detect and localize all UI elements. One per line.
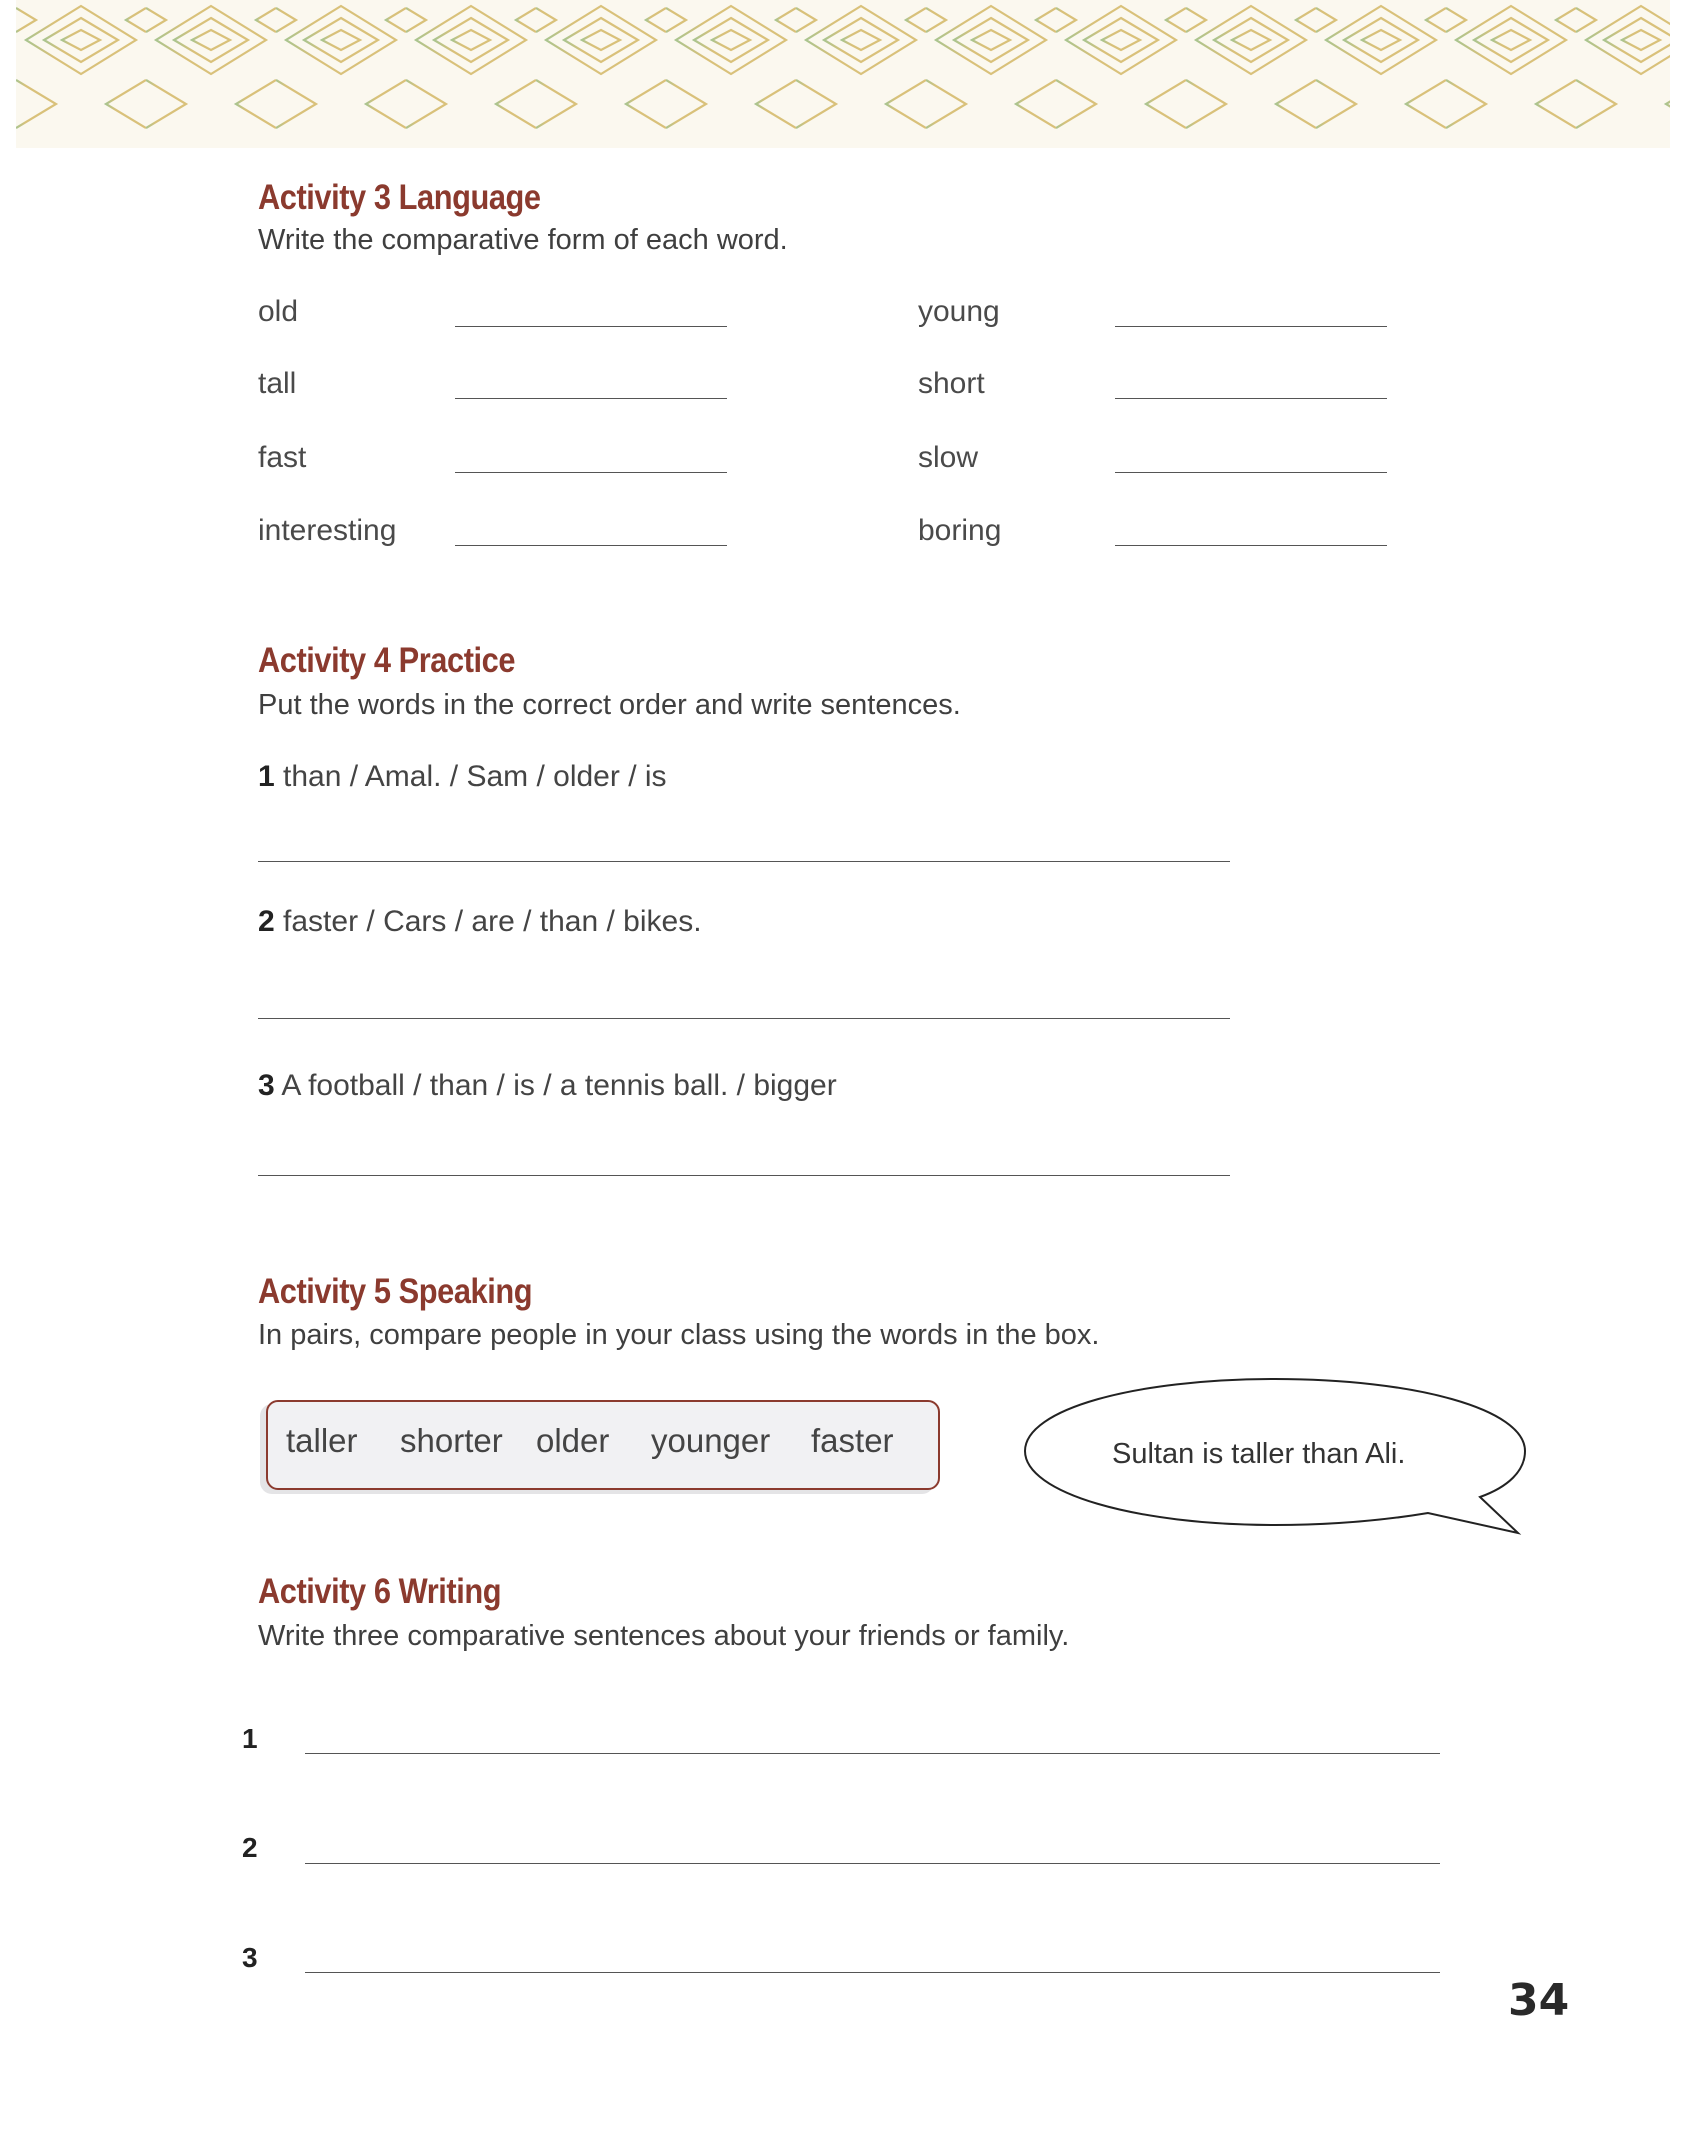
sentence-number: 1: [242, 1723, 258, 1754]
activity-5-instruction: In pairs, compare people in your class using the words in the box.: [258, 1319, 1100, 1351]
activity-3-instruction: Write the comparative form of each word.: [258, 224, 788, 256]
item-number: 1: [258, 760, 275, 793]
item-number: 2: [258, 905, 275, 938]
page-number: 34: [1508, 1975, 1570, 2026]
answer-line[interactable]: [455, 472, 727, 473]
answer-line[interactable]: [305, 1863, 1440, 1864]
word-old: old: [258, 295, 299, 328]
sentence-number: 3: [242, 1942, 258, 1973]
answer-line[interactable]: [455, 545, 727, 546]
answer-line[interactable]: [455, 398, 727, 399]
answer-line[interactable]: [305, 1972, 1440, 1973]
item-text: than / Amal. / Sam / older / is: [283, 760, 667, 793]
box-word: faster: [811, 1422, 894, 1459]
activity-4-heading: Activity 4 Practice: [258, 641, 516, 680]
item-text: faster / Cars / are / than / bikes.: [283, 905, 702, 938]
word-young: young: [918, 295, 1000, 328]
answer-line[interactable]: [258, 861, 1230, 862]
word-tall: tall: [258, 367, 297, 400]
decorative-banner: [16, 0, 1670, 148]
practice-item-2: [258, 905, 702, 939]
answer-line[interactable]: [258, 1175, 1230, 1176]
box-word: taller: [286, 1422, 358, 1459]
item-number: 3: [258, 1069, 275, 1102]
box-word: shorter: [400, 1422, 503, 1459]
word-slow: slow: [918, 441, 979, 474]
speech-bubble-text: Sultan is taller than Ali.: [1112, 1438, 1406, 1470]
activity-4-instruction: Put the words in the correct order and write sentences.: [258, 689, 961, 721]
answer-line[interactable]: [455, 326, 727, 327]
word-fast: fast: [258, 441, 307, 474]
practice-item-1: [258, 760, 667, 794]
item-text: A football / than / is / a tennis ball. / bigger: [281, 1069, 837, 1102]
answer-line[interactable]: [1115, 326, 1387, 327]
answer-line[interactable]: [305, 1753, 1440, 1754]
activity-5-heading: Activity 5 Speaking: [258, 1272, 533, 1311]
answer-line[interactable]: [258, 1018, 1230, 1019]
activity-6-instruction: Write three comparative sentences about your friends or family.: [258, 1620, 1070, 1652]
answer-line[interactable]: [1115, 472, 1387, 473]
practice-item-3: [258, 1069, 837, 1103]
answer-line[interactable]: [1115, 545, 1387, 546]
answer-line[interactable]: [1115, 398, 1387, 399]
word-boring: boring: [918, 514, 1002, 547]
box-word: older: [536, 1422, 610, 1459]
word-short: short: [918, 367, 985, 400]
sentence-number: 2: [242, 1832, 258, 1863]
activity-6-heading: Activity 6 Writing: [258, 1572, 502, 1611]
activity-3-heading: Activity 3 Language: [258, 178, 541, 217]
word-interesting: interesting: [258, 514, 397, 547]
word-box: [266, 1400, 940, 1490]
box-word: younger: [651, 1422, 771, 1459]
